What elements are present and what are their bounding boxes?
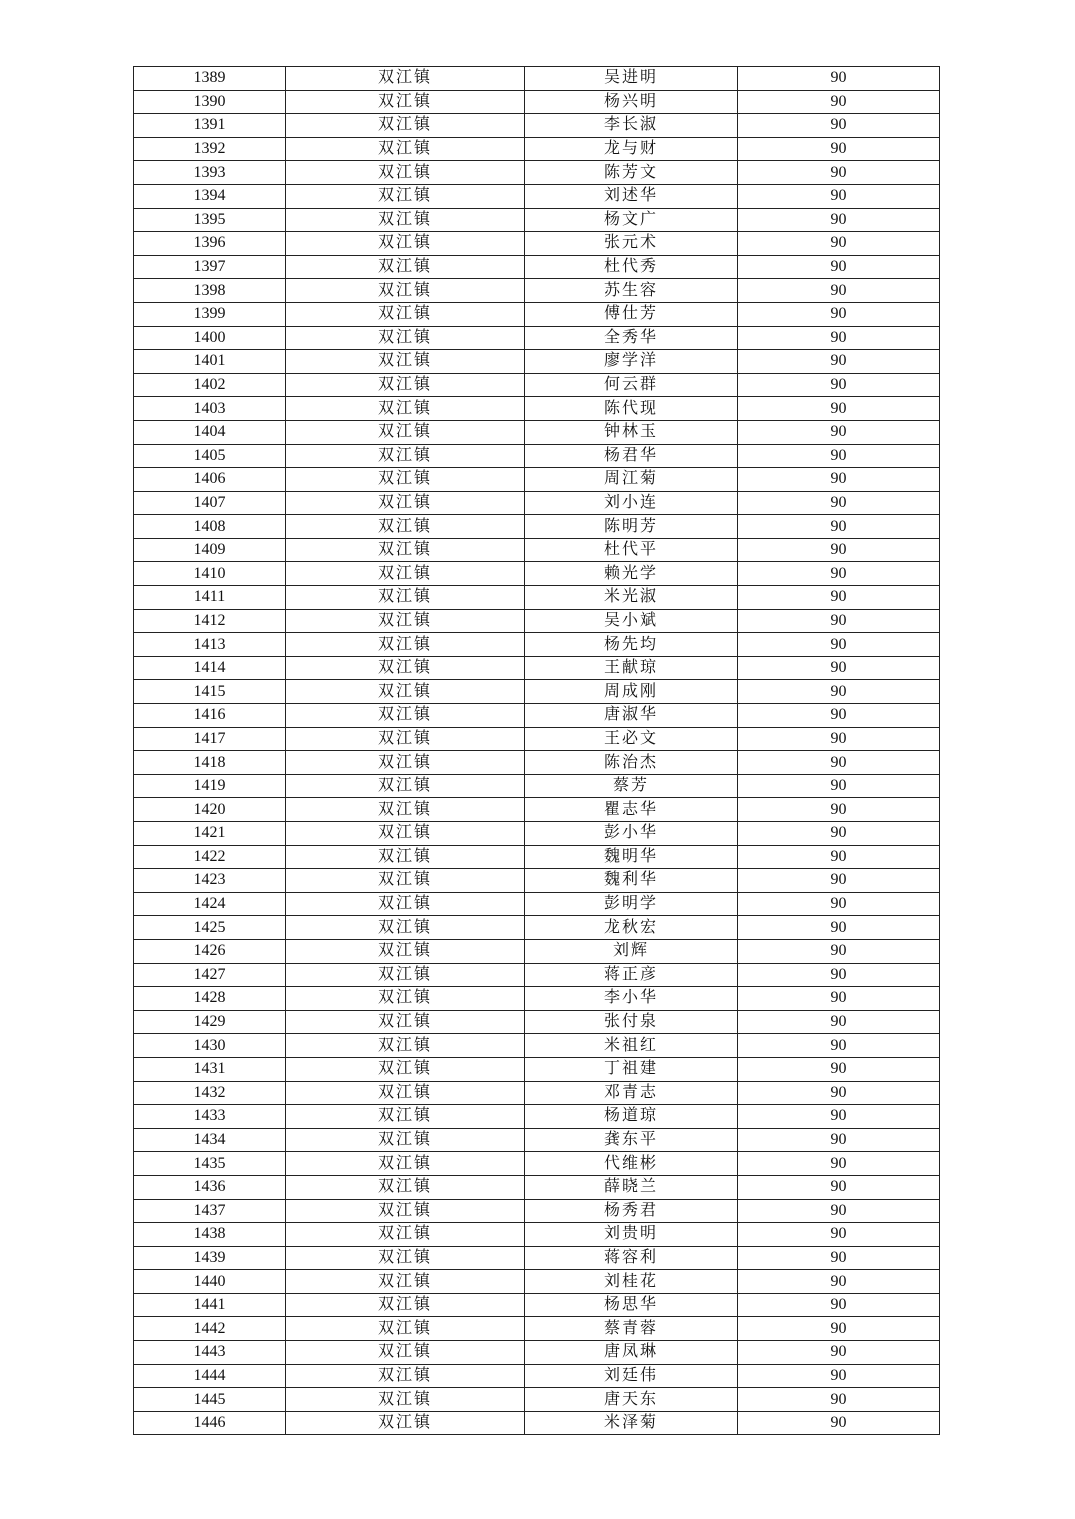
table-row [134,184,940,208]
town-cell: 双江镇 [286,987,525,1011]
table-row [134,963,940,987]
table-row [134,1128,940,1152]
serial-number-cell: 1393 [134,161,286,185]
amount-cell: 90 [738,1364,940,1388]
table-row [134,727,940,751]
amount-cell: 90 [738,468,940,492]
town-cell: 双江镇 [286,444,525,468]
town-cell: 双江镇 [286,1364,525,1388]
person-name-cell: 龙秋宏 [525,916,738,940]
town-cell: 双江镇 [286,397,525,421]
person-name-cell: 吴小斌 [525,609,738,633]
table-row [134,67,940,91]
serial-number-cell: 1437 [134,1199,286,1223]
serial-number-cell: 1404 [134,420,286,444]
person-name-cell: 何云群 [525,373,738,397]
amount-cell: 90 [738,1246,940,1270]
person-name-cell: 杨文广 [525,208,738,232]
amount-cell: 90 [738,609,940,633]
serial-number-cell: 1415 [134,680,286,704]
serial-number-cell: 1402 [134,373,286,397]
serial-number-cell: 1416 [134,704,286,728]
town-cell: 双江镇 [286,633,525,657]
amount-cell: 90 [738,1388,940,1412]
table-row [134,939,940,963]
person-name-cell: 彭明学 [525,892,738,916]
town-cell: 双江镇 [286,538,525,562]
person-name-cell: 龚东平 [525,1128,738,1152]
serial-number-cell: 1400 [134,326,286,350]
amount-cell: 90 [738,1341,940,1365]
serial-number-cell: 1405 [134,444,286,468]
town-cell: 双江镇 [286,704,525,728]
amount-cell: 90 [738,892,940,916]
table-row [134,350,940,374]
person-name-cell: 薛晓兰 [525,1175,738,1199]
amount-cell: 90 [738,255,940,279]
town-cell: 双江镇 [286,916,525,940]
town-cell: 双江镇 [286,1388,525,1412]
town-cell: 双江镇 [286,751,525,775]
town-cell: 双江镇 [286,184,525,208]
amount-cell: 90 [738,1128,940,1152]
town-cell: 双江镇 [286,302,525,326]
town-cell: 双江镇 [286,232,525,256]
person-name-cell: 杨君华 [525,444,738,468]
town-cell: 双江镇 [286,845,525,869]
table-row [134,491,940,515]
amount-cell: 90 [738,420,940,444]
table-row [134,704,940,728]
amount-cell: 90 [738,373,940,397]
person-name-cell: 吴进明 [525,67,738,91]
town-cell: 双江镇 [286,892,525,916]
town-cell: 双江镇 [286,1270,525,1294]
person-name-cell: 蒋容利 [525,1246,738,1270]
serial-number-cell: 1411 [134,586,286,610]
town-cell: 双江镇 [286,515,525,539]
town-cell: 双江镇 [286,774,525,798]
serial-number-cell: 1439 [134,1246,286,1270]
town-cell: 双江镇 [286,1293,525,1317]
amount-cell: 90 [738,515,940,539]
person-name-cell: 蔡芳 [525,774,738,798]
town-cell: 双江镇 [286,1152,525,1176]
town-cell: 双江镇 [286,420,525,444]
person-name-cell: 刘小连 [525,491,738,515]
serial-number-cell: 1414 [134,656,286,680]
serial-number-cell: 1409 [134,538,286,562]
person-name-cell: 刘廷伟 [525,1364,738,1388]
serial-number-cell: 1429 [134,1010,286,1034]
serial-number-cell: 1427 [134,963,286,987]
table-row [134,1293,940,1317]
town-cell: 双江镇 [286,279,525,303]
table-row [134,845,940,869]
amount-cell: 90 [738,751,940,775]
table-row [134,302,940,326]
table-row [134,798,940,822]
table-row [134,1223,940,1247]
amount-cell: 90 [738,633,940,657]
serial-number-cell: 1441 [134,1293,286,1317]
person-name-cell: 蒋正彦 [525,963,738,987]
serial-number-cell: 1403 [134,397,286,421]
town-cell: 双江镇 [286,255,525,279]
table-row [134,114,940,138]
serial-number-cell: 1443 [134,1341,286,1365]
amount-cell: 90 [738,1175,940,1199]
town-cell: 双江镇 [286,562,525,586]
person-name-cell: 全秀华 [525,326,738,350]
amount-cell: 90 [738,90,940,114]
town-cell: 双江镇 [286,1105,525,1129]
amount-cell: 90 [738,1293,940,1317]
amount-cell: 90 [738,1010,940,1034]
amount-cell: 90 [738,562,940,586]
town-cell: 双江镇 [286,609,525,633]
serial-number-cell: 1435 [134,1152,286,1176]
serial-number-cell: 1430 [134,1034,286,1058]
amount-cell: 90 [738,1199,940,1223]
table-row [134,987,940,1011]
town-cell: 双江镇 [286,869,525,893]
amount-cell: 90 [738,1411,940,1435]
serial-number-cell: 1394 [134,184,286,208]
person-name-cell: 唐凤琳 [525,1341,738,1365]
town-cell: 双江镇 [286,798,525,822]
town-cell: 双江镇 [286,1341,525,1365]
serial-number-cell: 1419 [134,774,286,798]
town-cell: 双江镇 [286,350,525,374]
town-cell: 双江镇 [286,208,525,232]
table-row [134,774,940,798]
person-name-cell: 杜代秀 [525,255,738,279]
person-name-cell: 魏利华 [525,869,738,893]
table-row [134,822,940,846]
amount-cell: 90 [738,1105,940,1129]
amount-cell: 90 [738,869,940,893]
serial-number-cell: 1445 [134,1388,286,1412]
amount-cell: 90 [738,704,940,728]
town-cell: 双江镇 [286,137,525,161]
person-name-cell: 陈治杰 [525,751,738,775]
amount-cell: 90 [738,397,940,421]
town-cell: 双江镇 [286,963,525,987]
person-name-cell: 陈芳文 [525,161,738,185]
table-row [134,515,940,539]
person-name-cell: 赖光学 [525,562,738,586]
person-name-cell: 代维彬 [525,1152,738,1176]
person-name-cell: 杨兴明 [525,90,738,114]
town-cell: 双江镇 [286,939,525,963]
town-cell: 双江镇 [286,1199,525,1223]
amount-cell: 90 [738,680,940,704]
amount-cell: 90 [738,279,940,303]
table-row [134,444,940,468]
person-name-cell: 杨思华 [525,1293,738,1317]
town-cell: 双江镇 [286,1034,525,1058]
table-row [134,397,940,421]
serial-number-cell: 1446 [134,1411,286,1435]
table-row [134,892,940,916]
amount-cell: 90 [738,302,940,326]
person-name-cell: 唐淑华 [525,704,738,728]
amount-cell: 90 [738,350,940,374]
serial-number-cell: 1390 [134,90,286,114]
person-name-cell: 苏生容 [525,279,738,303]
amount-cell: 90 [738,1270,940,1294]
amount-cell: 90 [738,161,940,185]
person-name-cell: 刘桂花 [525,1270,738,1294]
table-row [134,161,940,185]
serial-number-cell: 1423 [134,869,286,893]
person-name-cell: 刘述华 [525,184,738,208]
town-cell: 双江镇 [286,680,525,704]
person-name-cell: 李小华 [525,987,738,1011]
serial-number-cell: 1413 [134,633,286,657]
table-row [134,255,940,279]
table-row [134,656,940,680]
serial-number-cell: 1444 [134,1364,286,1388]
table-row [134,1152,940,1176]
person-name-cell: 龙与财 [525,137,738,161]
serial-number-cell: 1407 [134,491,286,515]
table-row [134,1199,940,1223]
serial-number-cell: 1442 [134,1317,286,1341]
table-row [134,751,940,775]
table-row [134,232,940,256]
person-name-cell: 米泽菊 [525,1411,738,1435]
amount-cell: 90 [738,916,940,940]
person-name-cell: 刘辉 [525,939,738,963]
table-row [134,916,940,940]
serial-number-cell: 1422 [134,845,286,869]
serial-number-cell: 1425 [134,916,286,940]
town-cell: 双江镇 [286,1057,525,1081]
amount-cell: 90 [738,822,940,846]
person-name-cell: 李长淑 [525,114,738,138]
town-cell: 双江镇 [286,491,525,515]
serial-number-cell: 1440 [134,1270,286,1294]
town-cell: 双江镇 [286,1411,525,1435]
serial-number-cell: 1391 [134,114,286,138]
person-name-cell: 王献琼 [525,656,738,680]
amount-cell: 90 [738,1152,940,1176]
person-name-cell: 米光淑 [525,586,738,610]
serial-number-cell: 1406 [134,468,286,492]
serial-number-cell: 1397 [134,255,286,279]
amount-cell: 90 [738,845,940,869]
table-row [134,1246,940,1270]
person-name-cell: 瞿志华 [525,798,738,822]
town-cell: 双江镇 [286,1175,525,1199]
person-name-cell: 周江菊 [525,468,738,492]
amount-cell: 90 [738,1034,940,1058]
town-cell: 双江镇 [286,468,525,492]
table-row [134,609,940,633]
serial-number-cell: 1399 [134,302,286,326]
person-name-cell: 米祖红 [525,1034,738,1058]
serial-number-cell: 1424 [134,892,286,916]
table-row [134,1010,940,1034]
amount-cell: 90 [738,538,940,562]
amount-cell: 90 [738,232,940,256]
table-row [134,1175,940,1199]
serial-number-cell: 1401 [134,350,286,374]
town-cell: 双江镇 [286,1317,525,1341]
town-cell: 双江镇 [286,822,525,846]
amount-cell: 90 [738,798,940,822]
amount-cell: 90 [738,1081,940,1105]
table-row [134,680,940,704]
person-name-cell: 王必文 [525,727,738,751]
person-name-cell: 唐天东 [525,1388,738,1412]
serial-number-cell: 1418 [134,751,286,775]
town-cell: 双江镇 [286,1128,525,1152]
serial-number-cell: 1417 [134,727,286,751]
person-name-cell: 傅仕芳 [525,302,738,326]
amount-cell: 90 [738,114,940,138]
table-row [134,1388,940,1412]
person-name-cell: 彭小华 [525,822,738,846]
table-row [134,373,940,397]
amount-cell: 90 [738,137,940,161]
amount-cell: 90 [738,727,940,751]
town-cell: 双江镇 [286,1010,525,1034]
town-cell: 双江镇 [286,90,525,114]
serial-number-cell: 1392 [134,137,286,161]
table-body [134,67,940,1435]
table-row [134,279,940,303]
table-row [134,869,940,893]
person-name-cell: 蔡青蓉 [525,1317,738,1341]
town-cell: 双江镇 [286,373,525,397]
table-row [134,1364,940,1388]
person-name-cell: 邓青志 [525,1081,738,1105]
table-row [134,137,940,161]
amount-cell: 90 [738,67,940,91]
person-name-cell: 廖学洋 [525,350,738,374]
table-row [134,1034,940,1058]
town-cell: 双江镇 [286,1223,525,1247]
table-row [134,208,940,232]
amount-cell: 90 [738,326,940,350]
person-name-cell: 陈明芳 [525,515,738,539]
town-cell: 双江镇 [286,67,525,91]
serial-number-cell: 1436 [134,1175,286,1199]
table-row [134,420,940,444]
serial-number-cell: 1433 [134,1105,286,1129]
table-row [134,633,940,657]
town-cell: 双江镇 [286,114,525,138]
serial-number-cell: 1410 [134,562,286,586]
serial-number-cell: 1395 [134,208,286,232]
table-row [134,1081,940,1105]
amount-cell: 90 [738,656,940,680]
serial-number-cell: 1428 [134,987,286,1011]
person-name-cell: 魏明华 [525,845,738,869]
person-name-cell: 杜代平 [525,538,738,562]
serial-number-cell: 1434 [134,1128,286,1152]
person-name-cell: 杨秀君 [525,1199,738,1223]
serial-number-cell: 1408 [134,515,286,539]
serial-number-cell: 1412 [134,609,286,633]
serial-number-cell: 1438 [134,1223,286,1247]
serial-number-cell: 1432 [134,1081,286,1105]
table-row [134,90,940,114]
town-cell: 双江镇 [286,1081,525,1105]
table-row [134,1057,940,1081]
town-cell: 双江镇 [286,326,525,350]
table-row [134,1341,940,1365]
amount-cell: 90 [738,444,940,468]
serial-number-cell: 1389 [134,67,286,91]
amount-cell: 90 [738,491,940,515]
amount-cell: 90 [738,1317,940,1341]
table-row [134,326,940,350]
amount-cell: 90 [738,774,940,798]
person-name-cell: 刘贵明 [525,1223,738,1247]
amount-cell: 90 [738,1057,940,1081]
person-name-cell: 丁祖建 [525,1057,738,1081]
table-row [134,1317,940,1341]
serial-number-cell: 1420 [134,798,286,822]
subsidy-list-table [133,66,940,1435]
town-cell: 双江镇 [286,1246,525,1270]
table-row [134,538,940,562]
town-cell: 双江镇 [286,727,525,751]
person-name-cell: 张付泉 [525,1010,738,1034]
amount-cell: 90 [738,963,940,987]
serial-number-cell: 1421 [134,822,286,846]
amount-cell: 90 [738,184,940,208]
amount-cell: 90 [738,586,940,610]
person-name-cell: 钟林玉 [525,420,738,444]
amount-cell: 90 [738,1223,940,1247]
amount-cell: 90 [738,208,940,232]
table-row [134,1411,940,1435]
table-row [134,1270,940,1294]
town-cell: 双江镇 [286,656,525,680]
person-name-cell: 张元术 [525,232,738,256]
person-name-cell: 杨先均 [525,633,738,657]
person-name-cell: 周成刚 [525,680,738,704]
town-cell: 双江镇 [286,161,525,185]
serial-number-cell: 1431 [134,1057,286,1081]
table-row [134,468,940,492]
table-row [134,1105,940,1129]
person-name-cell: 杨道琼 [525,1105,738,1129]
serial-number-cell: 1398 [134,279,286,303]
person-name-cell: 陈代现 [525,397,738,421]
amount-cell: 90 [738,939,940,963]
serial-number-cell: 1396 [134,232,286,256]
serial-number-cell: 1426 [134,939,286,963]
table-row [134,562,940,586]
amount-cell: 90 [738,987,940,1011]
table-row [134,586,940,610]
town-cell: 双江镇 [286,586,525,610]
